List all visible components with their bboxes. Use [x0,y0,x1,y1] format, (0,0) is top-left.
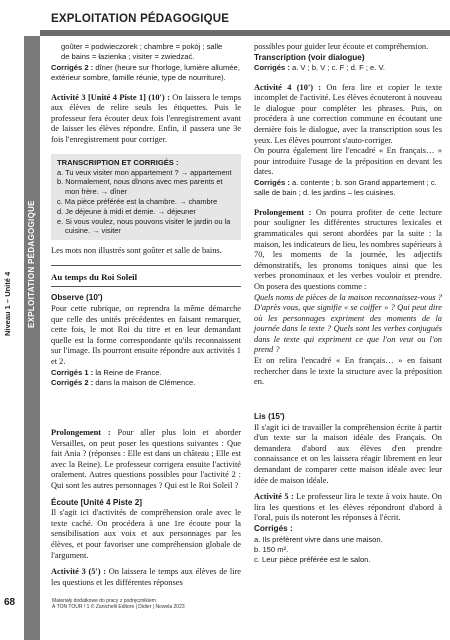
activity-3 [51,93,241,146]
not-illustrated-note: Les mots non illustrés sont goûter et salle de bains. [51,246,222,256]
right-corriges-3-item: a. Ils préfèrent vivre dans une maison. [254,534,383,544]
transcription-title: TRANSCRIPTION ET CORRIGÉS : [57,157,179,167]
observe-corriges-1 [51,368,241,378]
activity-4-label: Activité 4 (10') : [254,82,322,92]
prolongement-right [254,208,442,293]
footer [52,598,185,610]
prolongement-left [51,428,241,492]
corriges-2-label: Corrigés 2 : [51,62,94,72]
activity-3b-text: On laissera le temps aux élèves de lire les questions et les différentes réponses [51,567,241,587]
intro-line-2: de bains = łazienka ; visiter = zwiedzać. [61,52,195,62]
transcription-item: b. Normalement, nous dînons avec mes parents et mon frère. → dîner [57,177,223,197]
transcription-item: a. Tu veux visiter mon appartement ? → appartement [57,167,232,177]
observe-corriges-1-text: la Reine de France. [93,367,162,377]
right-corriges-1 [254,63,442,73]
right-corriges-3-label: Corrigés : [254,523,293,533]
lis-text: Il s'agit ici de travailler la compréhension écrite à partir d'un texte sur la maison idéale des Français. On demandera d'abord aux élèves d'en prendre connaissance et on les laissera réagir librement en leur demandant de comparer cette maison idéale avec leur idée de maison idéale. [254,422,442,485]
right-corriges-2-label: Corrigés : [254,177,290,187]
intro-line-1: goûter = podwieczorek ; chambre = pokój ; salle [61,42,223,51]
transcription-item: e. Si vous voulez, nous pouvons visiter le jardin ou la cuisine. → visiter [57,216,231,236]
lis-title: Lis (15') [254,412,285,421]
ecoute-title: Écoute [Unité 4 Piste 2] [51,497,142,507]
side-margin [0,36,40,640]
activity-3b-label: Activité 3 (5') : [51,567,107,577]
right-column [254,42,442,388]
activity-4 [254,83,442,147]
side-stripe [24,36,40,640]
transcription-box [51,154,241,241]
observe-corriges-2 [51,378,241,388]
section-divider [51,265,241,266]
right-corriges-3-item: b. 150 m². [254,544,289,554]
left-column [51,42,241,388]
transcription-heading: Transcription (voir dialogue) [254,52,365,62]
page-header [0,0,450,36]
prolongement-left-label: Prolongement : [51,428,111,437]
left-column-lower [51,428,241,588]
right-intro: possibles pour guider leur écoute et compréhension. [254,42,429,51]
right-corriges-3-item: c. Leur pièce préférée est le salon. [254,555,371,565]
activity-3-label: Activité 3 [Unité 4 Piste 1] (10') : [51,92,170,102]
prolongement-right-label: Prolongement : [254,207,312,217]
footer-line-2: À TON TOUR ! 1 © Zanichelli Editore | Didier | Nowela 2023 [52,604,185,611]
right-column-lower [254,412,442,566]
observe-corriges-2-label: Corrigés 2 : [51,377,94,387]
right-corriges-2-text: a. contente ; b. son Grand appartement ; c. salle de bain ; d. les jardins – les cuisines. [254,177,437,198]
right-corriges-1-text: a. V ; b. V ; c. F ; d. F ; e. V. [289,63,385,73]
section-label: EXPLOITATION PÉDAGOGIQUE [27,200,36,328]
ecoute-text: Il s'agit ici d'activités de compréhension orale avec le texte caché. On procédera à une 1re écoute pour la sensibilisation aux voix et aux personnages par les élèves, et pour favoriser une compréhension globale de l'argument. [51,508,241,560]
activity-4-text: On fera lire et copier le texte incomplet de l'activité. Les élèves écouteront à nouveau le dialogue pour compléter les phrases. Puis, on procédera à une correction commune en écoutant une dernière fois le dialogue, avec la transcription sous les yeux. Les élèves pourront s'auto-corriger. [254,82,442,145]
right-corriges-1-label: Corrigés : [254,63,290,73]
observe-text: Pour cette rubrique, on reprendra la même démarche que celle des unités précédentes en faisant remarquer, cette fois, le mot Roi du titre et en leur demandant quelle est la forme correspondante qu'ils reconnaissent sur l'image. Ils pourront ensuite répondre aux activités 1 et 2. [51,303,241,366]
section-divider [51,286,241,287]
page-number: 68 [4,597,16,608]
encadre-note: Et on relira l'encadré « En français… » en faisant rechercher dans le texte la structure avec la préposition en. [254,356,442,387]
prolongement-right-text: On pourra profiter de cette lecture pour souligner les différentes structures lexicales et grammaticales qui seront abordées par la suite : la maison, les indicateurs de lieu, les nombres supérieurs à 70, les moments de la journée, les adjectifs démonstratifs, les pronoms toniques ainsi que les verbes pronominaux et les verbes vouloir et prendre. On posera des questions comme : [254,207,442,291]
activity-3-text: On laissera le temps aux élèves de relire seuls les étiquettes. Puis le professeur fera écouter deux fois l'enregistrement avant de laisser les élèves répondre. Enfin, il passera une 3e fois l'enregistrement pour corriger. [51,92,241,144]
activity-4-more: On pourra également lire l'encadré « En français… » pour introduire l'usage de la préposition en devant les dates. [254,146,442,177]
level-label: Niveau 1 – Unité 4 [3,271,12,336]
activity-5 [254,492,442,524]
observe-corriges-1-label: Corrigés 1 : [51,367,94,377]
footer-line-1: Materiały dodatkowe do pracy z podręcznikiem [52,598,156,604]
section-title: Au temps du Roi Soleil [51,271,138,282]
activity-3b [51,567,241,588]
prolongement-left-text: Pour aller plus loin et aborder Versailles, on peut poser les questions suivantes : Que fait Ania ? (réponses : Elle est dans un château ; Elle est avec la Reine). Le professeur corrigera ensuite l'activité oralement. Autres questions possibles pour l'activité 2 : Qui sont les autres personnages ? Qui est le Roi Soleil ? [51,428,241,490]
corriges-2 [51,63,241,84]
right-corriges-2 [254,178,442,199]
observe-corriges-2-text: dans la maison de Clémence. [93,377,196,387]
observe-title: Observe (10') [51,293,103,303]
activity-5-text: Le professeur lira le texte à voix haute. On lira les questions et les élèves répondront d'abord à l'oral, puis ils noteront les réponses à l'écrit. [254,492,442,523]
page-header-title: EXPLOITATION PÉDAGOGIQUE [51,13,230,25]
questions-list: Quels noms de pièces de la maison reconnaissez-vous ? D'après vous, que signifie « se coiffer » ? Qui peut dire où les personnages expriment des moments de la journée dans le texte ? Quels sont les verbes conjugués dans le texte qui expriment ce que l'on veut ou l'on prend ? [254,292,442,355]
corriges-2-text: dîner (heure sur l'horloge, lumière allumée, extérieur sombre, famille réunie, type de nourriture). [51,62,240,83]
header-bar [40,30,450,36]
activity-5-label: Activité 5 : [254,492,294,502]
transcription-item: c. Ma pièce préférée est la chambre. → chambre [57,196,218,206]
transcription-item: d. Je déjeune à midi et demie. → déjeuner [57,206,196,216]
